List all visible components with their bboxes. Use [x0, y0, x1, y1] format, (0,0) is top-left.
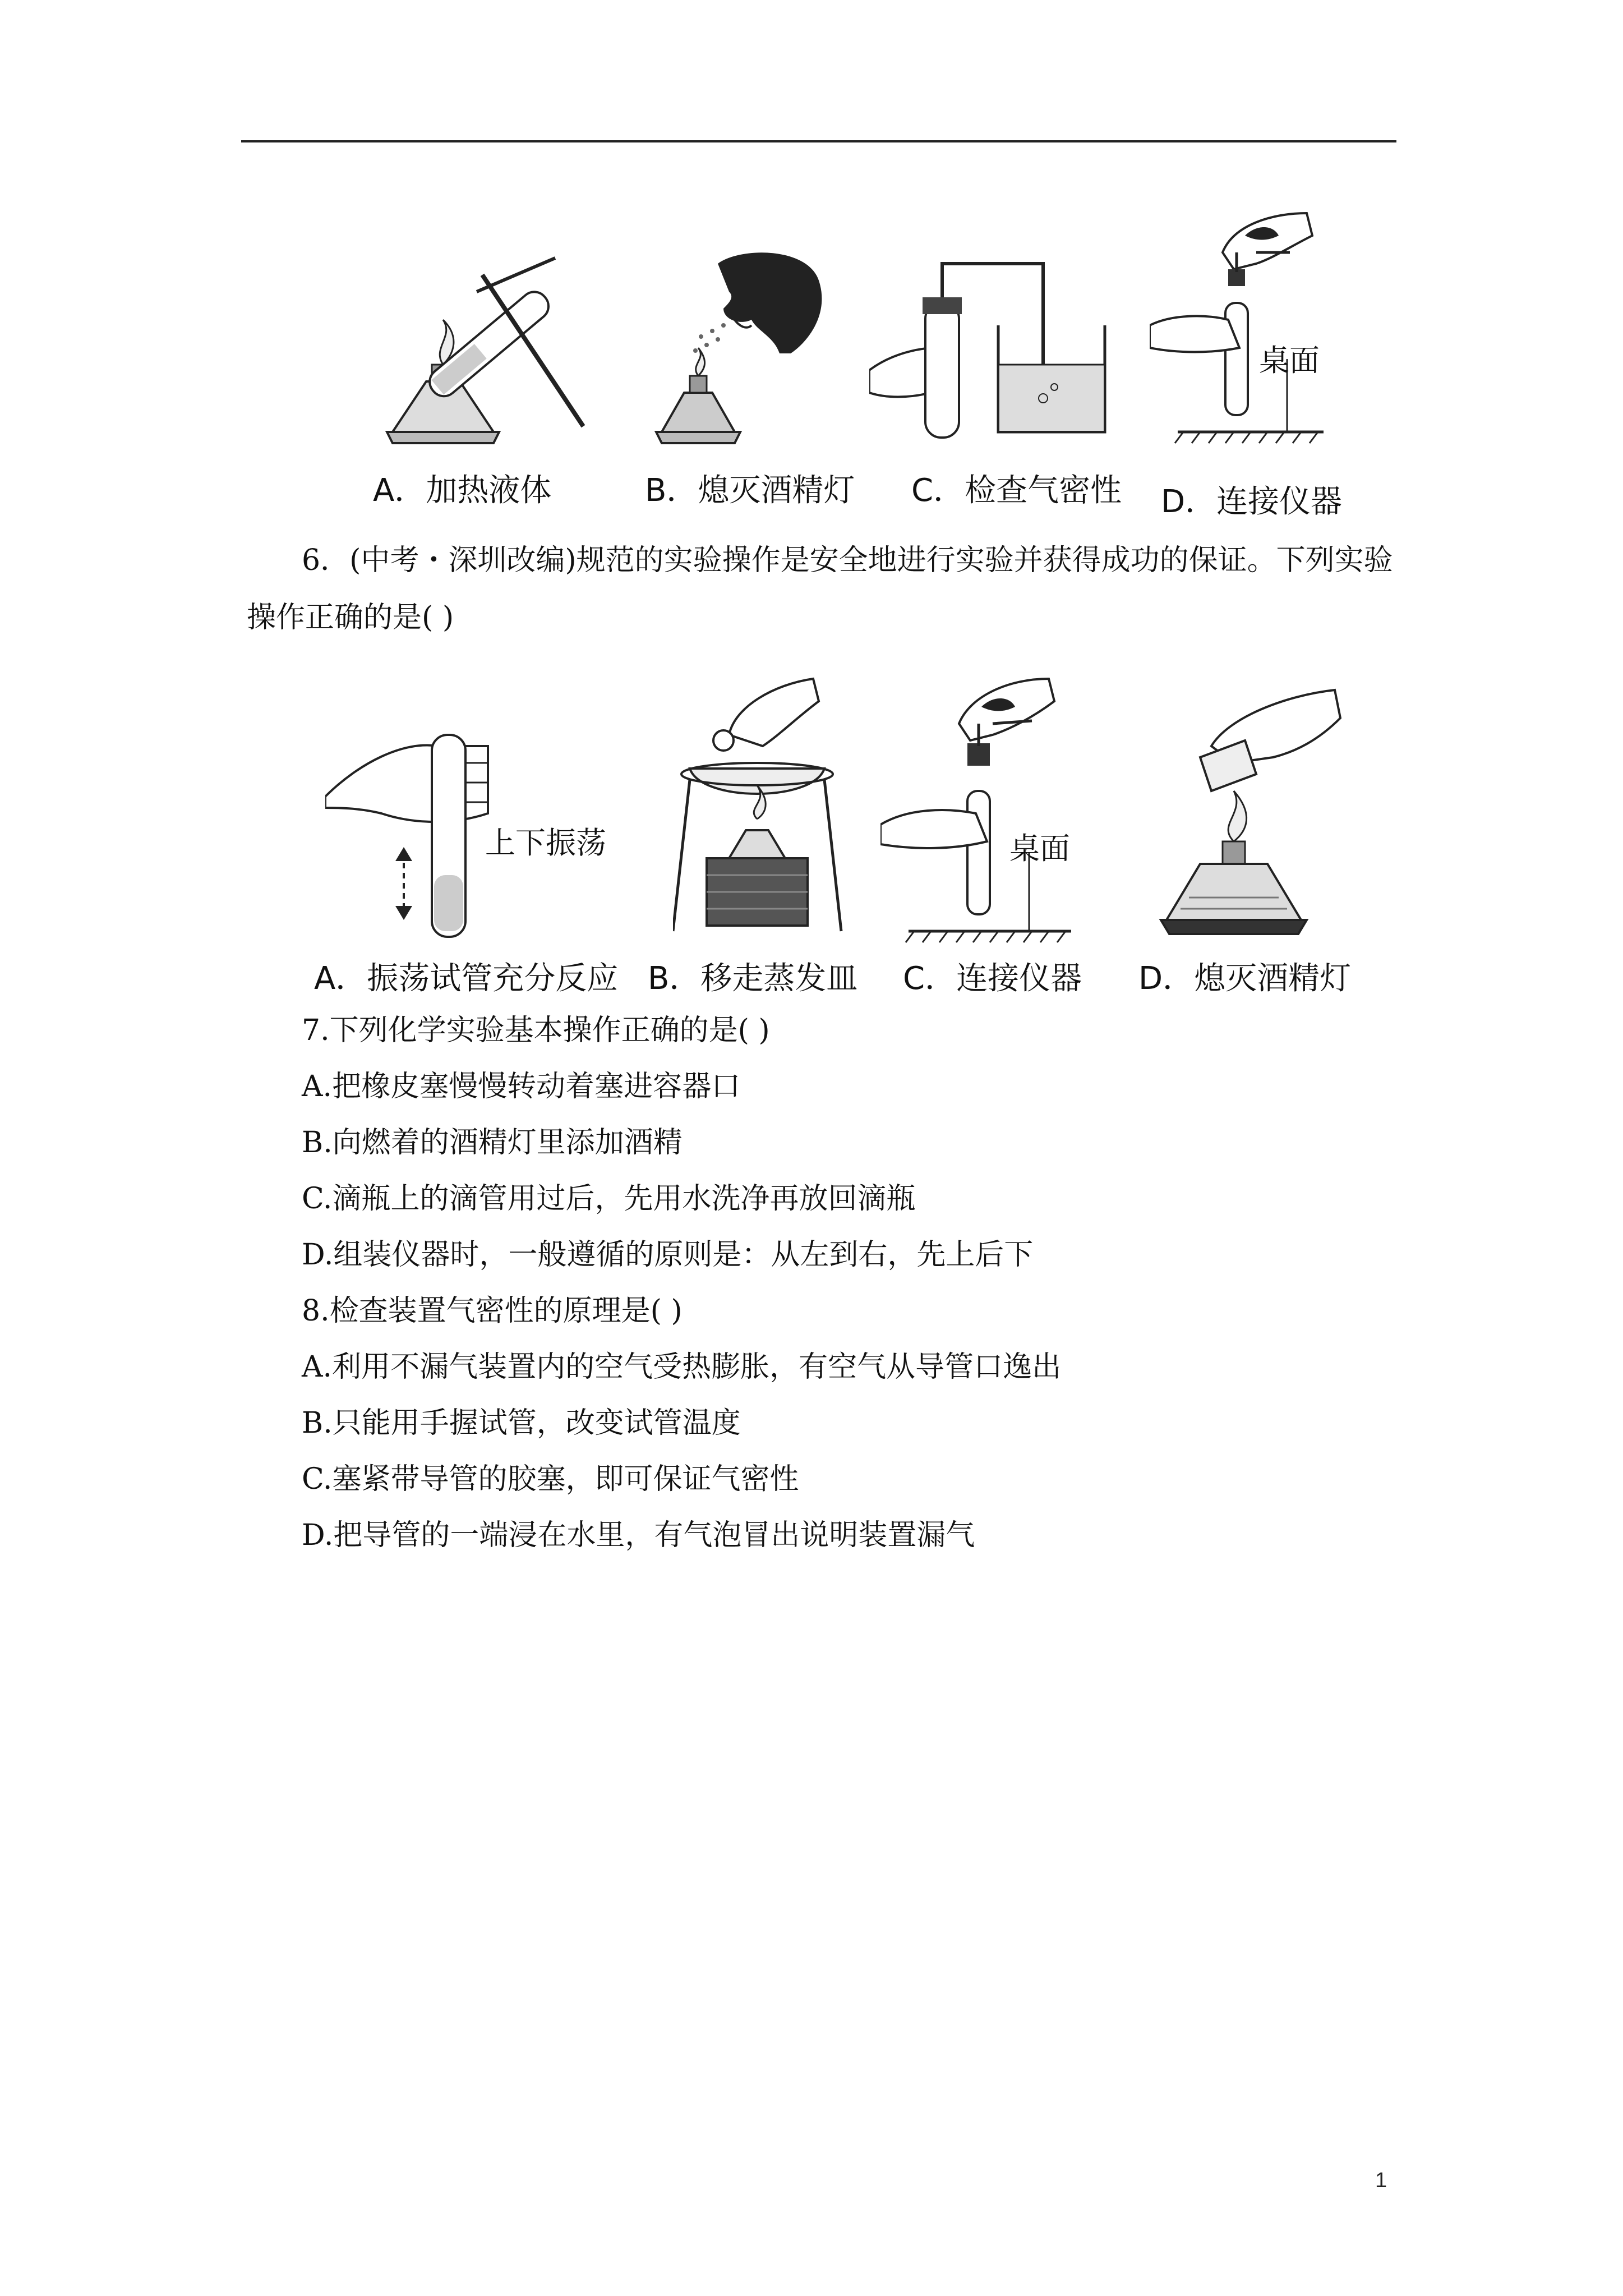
figure-2c-desk-label: 桌面	[1009, 831, 1070, 866]
figure-1c-check-airtightness	[869, 252, 1133, 449]
q7-option-d: D.组装仪器时，一般遵循的原则是：从左到右，先上后下	[302, 1238, 1034, 1272]
figure-1d-desk-label: 桌面	[1259, 343, 1320, 378]
q7-stem: 7.下列化学实验基本操作正确的是( )	[302, 1014, 770, 1047]
header-rule	[241, 140, 1396, 142]
figure-1b-caption: B．熄灭酒精灯	[645, 472, 855, 509]
q6-line1: 6．(中考・深圳改编)规范的实验操作是安全地进行实验并获得成功的保证。下列实验	[302, 544, 1393, 577]
figure-2d-extinguish-lamp-cap	[1150, 679, 1363, 942]
figure-2a-caption: A．振荡试管充分反应	[314, 960, 619, 997]
figure-2a-shake-test-tube	[325, 712, 606, 948]
q8-stem: 8.检查装置气密性的原理是( )	[302, 1294, 683, 1328]
figure-1b-extinguish-lamp-blow	[639, 241, 841, 454]
q7-option-b: B.向燃着的酒精灯里添加酒精	[302, 1126, 683, 1159]
figure-2d-caption: D．熄灭酒精灯	[1138, 960, 1352, 997]
figure-2c-connect-apparatus	[880, 668, 1105, 948]
figure-1c-caption: C．检查气密性	[911, 472, 1122, 509]
figure-2b-caption: B．移走蒸发皿	[648, 960, 858, 997]
figure-1a-heating-liquid	[370, 241, 594, 454]
figure-1a-caption: A．加热液体	[373, 472, 552, 509]
page-number: 1	[1375, 2169, 1387, 2192]
q6-line2: 操作正确的是( )	[247, 601, 454, 634]
q8-option-b: B.只能用手握试管，改变试管温度	[302, 1406, 741, 1440]
figure-2c-caption: C．连接仪器	[903, 960, 1082, 997]
figure-2a-shake-label: 上下振荡	[485, 825, 606, 861]
q8-option-c: C.塞紧带导管的胶塞，即可保证气密性	[302, 1462, 799, 1496]
q7-option-a: A.把橡皮塞慢慢转动着塞进容器口	[302, 1070, 741, 1103]
figure-1d-caption: D．连接仪器	[1161, 484, 1343, 520]
q8-option-d: D.把导管的一端浸在水里，有气泡冒出说明装置漏气	[302, 1519, 975, 1552]
q7-option-c: C.滴瓶上的滴管用过后，先用水洗净再放回滴瓶	[302, 1182, 916, 1216]
q8-option-a: A.利用不漏气装置内的空气受热膨胀，有空气从导管口逸出	[302, 1350, 1062, 1384]
figure-2b-move-evaporating-dish	[673, 673, 852, 942]
figure-1d-connect-apparatus	[1150, 202, 1374, 449]
